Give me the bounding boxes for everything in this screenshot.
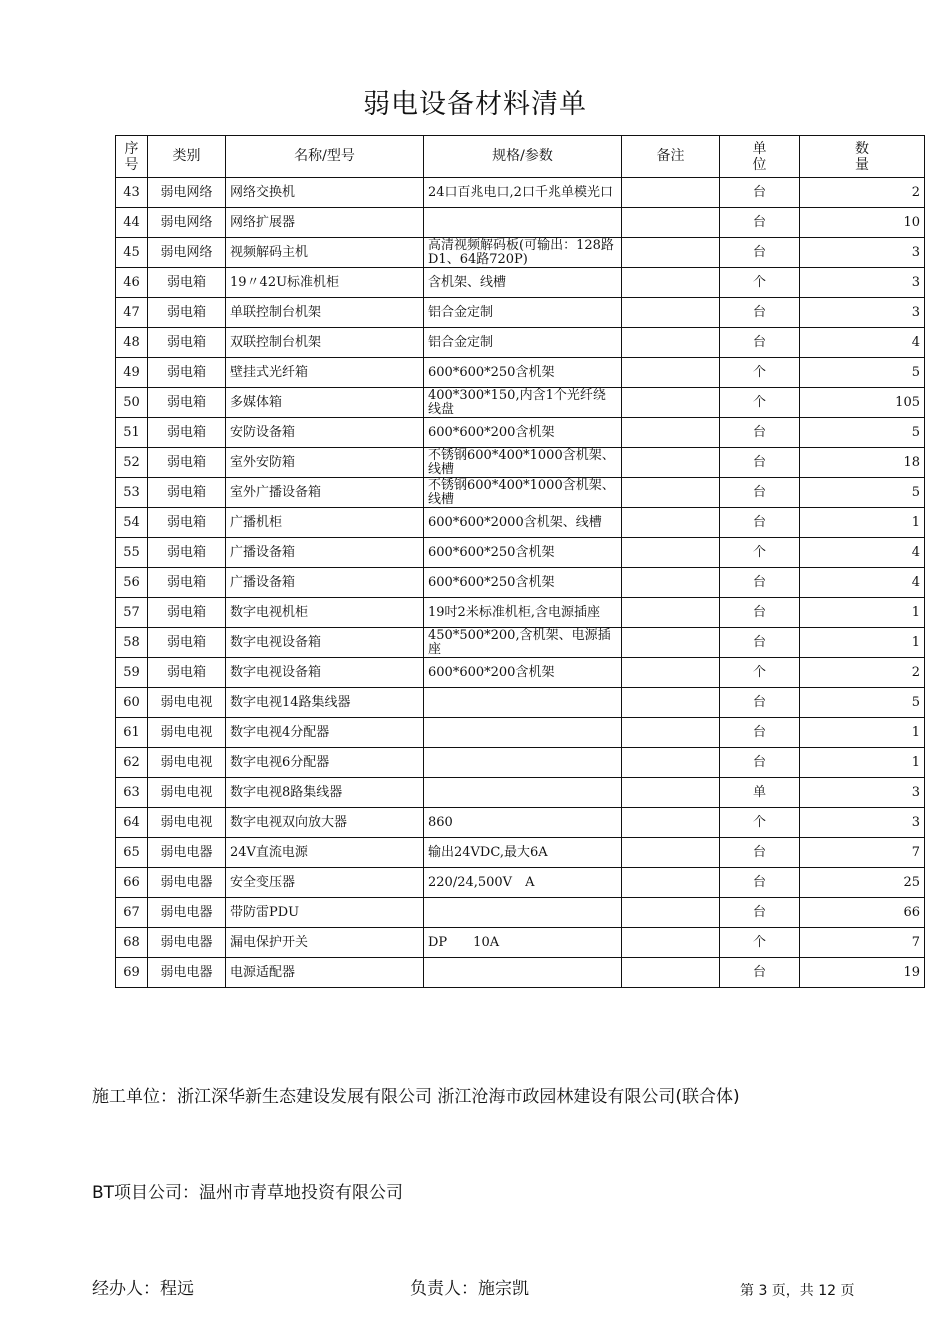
cell-qty: 5 xyxy=(800,478,925,508)
cell-unit: 台 xyxy=(720,688,800,718)
cell-qty: 19 xyxy=(800,958,925,988)
cell-seq: 57 xyxy=(116,598,148,628)
cell-spec xyxy=(424,688,622,718)
cell-seq: 51 xyxy=(116,418,148,448)
cell-category: 弱电网络 xyxy=(148,178,226,208)
cell-spec: 不锈钢600*400*1000含机架、线槽 xyxy=(424,448,622,478)
cell-spec: 600*600*250含机架 xyxy=(424,568,622,598)
cell-seq: 64 xyxy=(116,808,148,838)
cell-qty: 66 xyxy=(800,898,925,928)
cell-unit: 个 xyxy=(720,538,800,568)
cell-remark xyxy=(622,808,720,838)
cell-name: 漏电保护开关 xyxy=(226,928,424,958)
responsible-label: 负责人：施宗凯 xyxy=(410,1279,529,1299)
cell-unit: 台 xyxy=(720,238,800,268)
cell-category: 弱电箱 xyxy=(148,568,226,598)
cell-name: 数字电视8路集线器 xyxy=(226,778,424,808)
cell-qty: 5 xyxy=(800,688,925,718)
cell-spec: 高清视频解码板(可输出：128路D1、64路720P) xyxy=(424,238,622,268)
cell-name: 数字电视设备箱 xyxy=(226,628,424,658)
cell-unit: 台 xyxy=(720,898,800,928)
cell-remark xyxy=(622,718,720,748)
cell-name: 广播设备箱 xyxy=(226,538,424,568)
cell-seq: 67 xyxy=(116,898,148,928)
cell-remark xyxy=(622,598,720,628)
cell-name: 数字电视机柜 xyxy=(226,598,424,628)
table-row xyxy=(116,388,925,418)
table-row xyxy=(116,778,925,808)
cell-category: 弱电电视 xyxy=(148,748,226,778)
cell-seq: 60 xyxy=(116,688,148,718)
cell-name: 24V直流电源 xyxy=(226,838,424,868)
cell-unit: 台 xyxy=(720,478,800,508)
header-seq: 序号 xyxy=(116,136,148,178)
cell-spec xyxy=(424,958,622,988)
cell-remark xyxy=(622,448,720,478)
cell-qty: 1 xyxy=(800,598,925,628)
cell-category: 弱电电器 xyxy=(148,868,226,898)
cell-category: 弱电箱 xyxy=(148,538,226,568)
cell-spec: 19吋2米标准机柜,含电源插座 xyxy=(424,598,622,628)
table-row xyxy=(116,898,925,928)
cell-name: 单联控制台机架 xyxy=(226,298,424,328)
cell-unit: 台 xyxy=(720,448,800,478)
cell-name: 数字电视14路集线器 xyxy=(226,688,424,718)
cell-spec: 不锈钢600*400*1000含机架、线槽 xyxy=(424,478,622,508)
table-header-row xyxy=(116,136,925,178)
cell-name: 视频解码主机 xyxy=(226,238,424,268)
cell-unit: 台 xyxy=(720,178,800,208)
cell-qty: 3 xyxy=(800,298,925,328)
table-row xyxy=(116,208,925,238)
header-unit-text: 单位 xyxy=(752,140,767,173)
cell-unit: 单 xyxy=(720,778,800,808)
cell-name: 多媒体箱 xyxy=(226,388,424,418)
cell-remark xyxy=(622,958,720,988)
cell-seq: 63 xyxy=(116,778,148,808)
table-row xyxy=(116,628,925,658)
cell-remark xyxy=(622,868,720,898)
cell-unit: 台 xyxy=(720,628,800,658)
cell-seq: 66 xyxy=(116,868,148,898)
bt-company-line: BT项目公司：温州市青草地投资有限公司 xyxy=(92,1183,404,1203)
table-row xyxy=(116,958,925,988)
header-qty-text: 数量 xyxy=(855,140,869,173)
cell-qty: 2 xyxy=(800,658,925,688)
cell-qty: 1 xyxy=(800,748,925,778)
cell-name: 壁挂式光纤箱 xyxy=(226,358,424,388)
cell-spec: 输出24VDC,最大6A xyxy=(424,838,622,868)
table-row xyxy=(116,328,925,358)
cell-seq: 56 xyxy=(116,568,148,598)
cell-remark xyxy=(622,568,720,598)
cell-category: 弱电箱 xyxy=(148,628,226,658)
cell-name: 19〃42U标准机柜 xyxy=(226,268,424,298)
cell-name: 安全变压器 xyxy=(226,868,424,898)
cell-seq: 59 xyxy=(116,658,148,688)
cell-unit: 个 xyxy=(720,388,800,418)
cell-seq: 54 xyxy=(116,508,148,538)
cell-seq: 61 xyxy=(116,718,148,748)
cell-remark xyxy=(622,928,720,958)
cell-unit: 台 xyxy=(720,328,800,358)
cell-name: 数字电视双向放大器 xyxy=(226,808,424,838)
cell-qty: 1 xyxy=(800,718,925,748)
cell-unit: 台 xyxy=(720,418,800,448)
cell-seq: 55 xyxy=(116,538,148,568)
cell-category: 弱电电器 xyxy=(148,928,226,958)
cell-spec xyxy=(424,718,622,748)
table-row xyxy=(116,928,925,958)
cell-spec: 220/24,500V A xyxy=(424,868,622,898)
table-body xyxy=(116,178,925,988)
cell-seq: 68 xyxy=(116,928,148,958)
table-row xyxy=(116,658,925,688)
cell-spec xyxy=(424,208,622,238)
cell-remark xyxy=(622,838,720,868)
cell-qty: 18 xyxy=(800,448,925,478)
cell-name: 网络交换机 xyxy=(226,178,424,208)
cell-spec: 600*600*200含机架 xyxy=(424,658,622,688)
cell-unit: 台 xyxy=(720,298,800,328)
cell-category: 弱电箱 xyxy=(148,268,226,298)
cell-category: 弱电电视 xyxy=(148,808,226,838)
cell-category: 弱电电器 xyxy=(148,838,226,868)
table-row xyxy=(116,268,925,298)
cell-spec xyxy=(424,898,622,928)
cell-spec: 450*500*200,含机架、电源插座 xyxy=(424,628,622,658)
cell-qty: 3 xyxy=(800,238,925,268)
table-row xyxy=(116,178,925,208)
cell-category: 弱电箱 xyxy=(148,328,226,358)
cell-qty: 1 xyxy=(800,508,925,538)
cell-remark xyxy=(622,268,720,298)
cell-spec: 600*600*200含机架 xyxy=(424,418,622,448)
cell-unit: 台 xyxy=(720,508,800,538)
cell-category: 弱电箱 xyxy=(148,418,226,448)
cell-unit: 个 xyxy=(720,658,800,688)
cell-qty: 4 xyxy=(800,328,925,358)
cell-unit: 个 xyxy=(720,268,800,298)
cell-unit: 个 xyxy=(720,808,800,838)
cell-qty: 5 xyxy=(800,418,925,448)
cell-name: 带防雷PDU xyxy=(226,898,424,928)
cell-qty: 10 xyxy=(800,208,925,238)
cell-remark xyxy=(622,538,720,568)
cell-spec: DP 10A xyxy=(424,928,622,958)
cell-spec: 含机架、线槽 xyxy=(424,268,622,298)
cell-remark xyxy=(622,328,720,358)
cell-unit: 台 xyxy=(720,748,800,778)
cell-category: 弱电箱 xyxy=(148,508,226,538)
header-remark: 备注 xyxy=(622,136,720,178)
table-row xyxy=(116,508,925,538)
table-row xyxy=(116,568,925,598)
cell-seq: 53 xyxy=(116,478,148,508)
cell-unit: 台 xyxy=(720,568,800,598)
cell-category: 弱电电视 xyxy=(148,718,226,748)
cell-name: 电源适配器 xyxy=(226,958,424,988)
table-row xyxy=(116,238,925,268)
cell-name: 数字电视6分配器 xyxy=(226,748,424,778)
header-spec: 规格/参数 xyxy=(424,136,622,178)
contractor-line: 施工单位：浙江深华新生态建设发展有限公司 浙江沧海市政园林建设有限公司(联合体) xyxy=(92,1087,740,1107)
cell-qty: 3 xyxy=(800,808,925,838)
cell-remark xyxy=(622,178,720,208)
cell-name: 广播设备箱 xyxy=(226,568,424,598)
cell-name: 双联控制台机架 xyxy=(226,328,424,358)
page-title: 弱电设备材料清单 xyxy=(363,89,587,120)
cell-unit: 个 xyxy=(720,928,800,958)
cell-remark xyxy=(622,688,720,718)
cell-seq: 44 xyxy=(116,208,148,238)
header-qty xyxy=(800,136,925,178)
cell-remark xyxy=(622,418,720,448)
table-row xyxy=(116,298,925,328)
handler-label: 经办人：程远 xyxy=(92,1279,194,1299)
cell-seq: 46 xyxy=(116,268,148,298)
cell-category: 弱电网络 xyxy=(148,208,226,238)
cell-category: 弱电箱 xyxy=(148,598,226,628)
cell-remark xyxy=(622,238,720,268)
cell-name: 网络扩展器 xyxy=(226,208,424,238)
cell-spec: 600*600*250含机架 xyxy=(424,358,622,388)
cell-name: 室外安防箱 xyxy=(226,448,424,478)
cell-seq: 43 xyxy=(116,178,148,208)
cell-category: 弱电电器 xyxy=(148,958,226,988)
table-row xyxy=(116,538,925,568)
cell-unit: 台 xyxy=(720,598,800,628)
cell-remark xyxy=(622,388,720,418)
cell-unit: 台 xyxy=(720,838,800,868)
table-row xyxy=(116,688,925,718)
cell-qty: 105 xyxy=(800,388,925,418)
cell-qty: 3 xyxy=(800,268,925,298)
table-row xyxy=(116,748,925,778)
materials-table xyxy=(115,135,925,988)
cell-unit: 台 xyxy=(720,868,800,898)
cell-name: 室外广播设备箱 xyxy=(226,478,424,508)
cell-seq: 48 xyxy=(116,328,148,358)
cell-seq: 45 xyxy=(116,238,148,268)
page-number: 第 3 页，共 12 页 xyxy=(740,1283,855,1299)
cell-qty: 2 xyxy=(800,178,925,208)
cell-remark xyxy=(622,508,720,538)
cell-category: 弱电箱 xyxy=(148,478,226,508)
cell-remark xyxy=(622,208,720,238)
cell-qty: 3 xyxy=(800,778,925,808)
cell-spec: 600*600*2000含机架、线槽 xyxy=(424,508,622,538)
table-row xyxy=(116,358,925,388)
cell-spec: 铝合金定制 xyxy=(424,328,622,358)
cell-name: 广播机柜 xyxy=(226,508,424,538)
cell-spec xyxy=(424,778,622,808)
cell-seq: 47 xyxy=(116,298,148,328)
cell-seq: 52 xyxy=(116,448,148,478)
header-category: 类别 xyxy=(148,136,226,178)
cell-category: 弱电箱 xyxy=(148,658,226,688)
cell-remark xyxy=(622,898,720,928)
cell-unit: 台 xyxy=(720,208,800,238)
cell-unit: 台 xyxy=(720,958,800,988)
table-row xyxy=(116,718,925,748)
cell-category: 弱电箱 xyxy=(148,448,226,478)
table-row xyxy=(116,418,925,448)
cell-category: 弱电网络 xyxy=(148,238,226,268)
cell-name: 安防设备箱 xyxy=(226,418,424,448)
cell-remark xyxy=(622,658,720,688)
cell-remark xyxy=(622,778,720,808)
cell-seq: 62 xyxy=(116,748,148,778)
cell-category: 弱电箱 xyxy=(148,298,226,328)
cell-seq: 65 xyxy=(116,838,148,868)
cell-spec: 24口百兆电口,2口千兆单模光口 xyxy=(424,178,622,208)
table-row xyxy=(116,598,925,628)
cell-qty: 1 xyxy=(800,628,925,658)
header-name: 名称/型号 xyxy=(226,136,424,178)
table-row xyxy=(116,838,925,868)
cell-name: 数字电视设备箱 xyxy=(226,658,424,688)
table-row xyxy=(116,808,925,838)
cell-spec xyxy=(424,748,622,778)
table-row xyxy=(116,478,925,508)
cell-spec: 铝合金定制 xyxy=(424,298,622,328)
cell-category: 弱电电器 xyxy=(148,898,226,928)
cell-remark xyxy=(622,358,720,388)
cell-qty: 7 xyxy=(800,838,925,868)
cell-category: 弱电电视 xyxy=(148,688,226,718)
cell-category: 弱电箱 xyxy=(148,358,226,388)
cell-spec: 400*300*150,内含1个光纤绕线盘 xyxy=(424,388,622,418)
cell-name: 数字电视4分配器 xyxy=(226,718,424,748)
cell-remark xyxy=(622,478,720,508)
table-row xyxy=(116,448,925,478)
cell-remark xyxy=(622,298,720,328)
cell-qty: 5 xyxy=(800,358,925,388)
table-row xyxy=(116,868,925,898)
cell-seq: 50 xyxy=(116,388,148,418)
header-unit xyxy=(720,136,800,178)
cell-seq: 69 xyxy=(116,958,148,988)
cell-seq: 49 xyxy=(116,358,148,388)
cell-qty: 4 xyxy=(800,568,925,598)
cell-remark xyxy=(622,628,720,658)
cell-unit: 台 xyxy=(720,718,800,748)
cell-unit: 个 xyxy=(720,358,800,388)
cell-category: 弱电电视 xyxy=(148,778,226,808)
cell-qty: 4 xyxy=(800,538,925,568)
cell-remark xyxy=(622,748,720,778)
cell-qty: 7 xyxy=(800,928,925,958)
cell-spec: 600*600*250含机架 xyxy=(424,538,622,568)
cell-seq: 58 xyxy=(116,628,148,658)
cell-spec: 860 xyxy=(424,808,622,838)
cell-qty: 25 xyxy=(800,868,925,898)
cell-category: 弱电箱 xyxy=(148,388,226,418)
